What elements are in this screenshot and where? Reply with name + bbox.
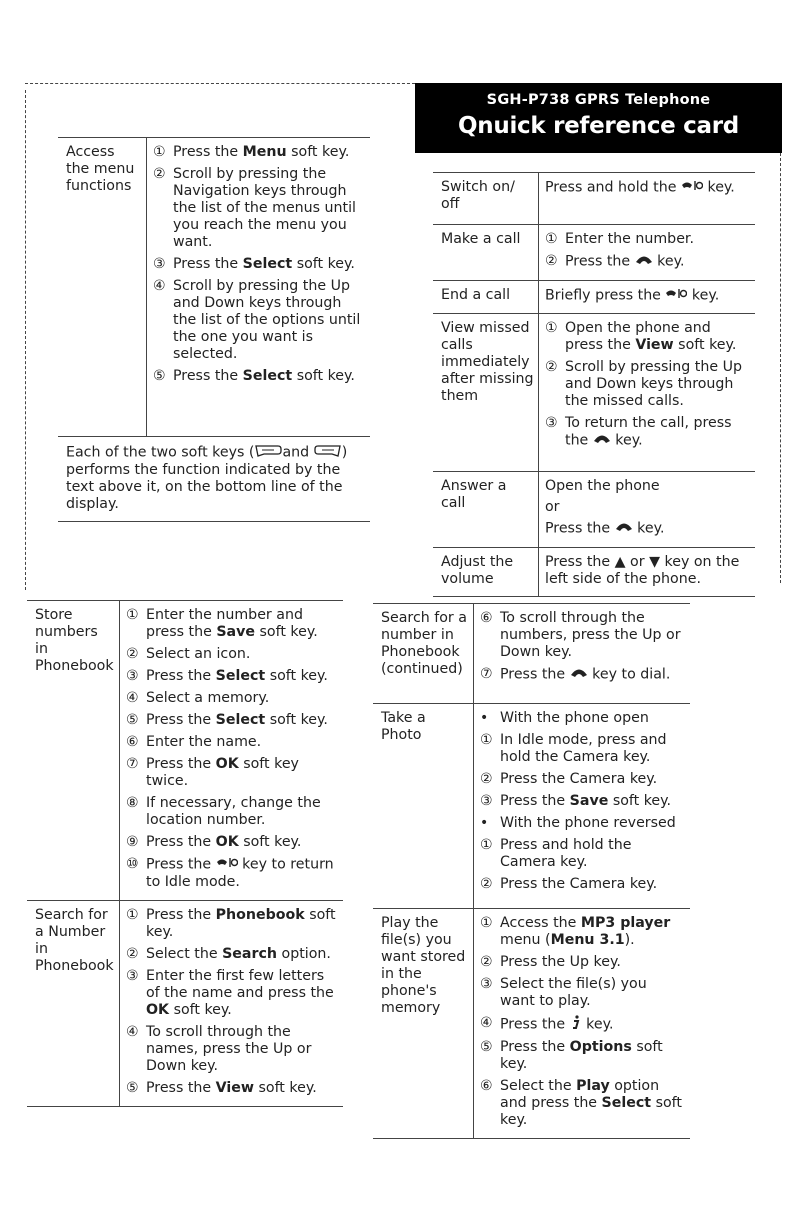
basic-functions-table	[433, 172, 755, 597]
step-number: ④	[126, 1023, 139, 1040]
step-item	[153, 144, 366, 161]
table-row	[27, 601, 343, 901]
step-item	[480, 771, 686, 788]
step-text: soft key.	[265, 712, 328, 728]
step-item	[126, 946, 339, 963]
step-text: Open the phone and press the	[565, 319, 711, 353]
step-text: Scroll by pressing the Up and Down keys through the missed calls.	[565, 358, 742, 409]
line-text: key.	[632, 520, 665, 536]
step-item	[480, 732, 686, 766]
step-text: OK	[146, 1001, 170, 1018]
step-text: Press and hold the	[545, 179, 681, 196]
card-title: Qnuick reference card	[458, 113, 739, 139]
step-text: Press the Camera key.	[500, 771, 658, 787]
step-item	[153, 166, 366, 251]
row-label: Adjust the volume	[433, 547, 539, 596]
step-item	[545, 320, 751, 354]
content-line	[545, 499, 751, 516]
title-banner	[415, 83, 782, 153]
step-item	[153, 256, 366, 273]
step-text: soft key.	[286, 144, 350, 160]
camera-mp3-table	[373, 603, 690, 1139]
step-list	[480, 610, 686, 684]
note-text-a: Each of the two soft keys (	[66, 444, 255, 461]
row-content	[474, 704, 691, 909]
step-text: Briefly press the	[545, 287, 666, 303]
step-text: OK	[215, 834, 239, 850]
step-text: Access the	[500, 915, 581, 931]
row-content	[474, 909, 691, 1139]
step-number: ③	[153, 256, 166, 272]
content-line	[545, 520, 751, 538]
step-text: Select	[215, 668, 266, 684]
end-power-key-icon	[665, 287, 687, 304]
step-text: Select	[242, 256, 293, 272]
step-text: Press the	[146, 1079, 216, 1096]
step-text: soft key.	[292, 256, 355, 272]
row-label: End a call	[433, 280, 539, 313]
step-text: soft key.	[146, 906, 336, 940]
table-row	[373, 704, 690, 909]
row-content	[539, 471, 756, 547]
step-item	[126, 712, 339, 729]
step-text: Press the	[146, 756, 216, 772]
step-number: ⑥	[126, 734, 139, 750]
step-text: Select	[601, 1095, 652, 1111]
step-item	[480, 876, 686, 893]
step-number: ③	[126, 668, 139, 684]
step-text: soft key.	[265, 668, 328, 684]
step-text: soft key.	[253, 1079, 317, 1096]
row-label: Answer a call	[433, 471, 539, 547]
step-text: soft key.	[673, 336, 737, 353]
left-soft-key-icon	[254, 443, 282, 462]
step-list	[545, 231, 751, 271]
step-text: View	[635, 336, 674, 353]
step-item	[480, 976, 686, 1010]
step-text: key.	[652, 253, 685, 270]
note-text-c: ) performs the function indicated by the text above it, on the bottom line of the display.	[66, 444, 348, 512]
step-number: ⑥	[480, 610, 493, 626]
send-key-icon	[570, 666, 588, 683]
step-text: Press the	[500, 1039, 570, 1055]
line-text: or	[545, 498, 560, 515]
step-text: Press the	[500, 1016, 570, 1033]
info-key-icon	[570, 1015, 582, 1034]
step-number: ②	[480, 771, 493, 787]
step-text: To scroll through the numbers, press the Up or Down key.	[500, 610, 681, 660]
step-text: ).	[624, 932, 635, 948]
step-list	[545, 320, 751, 450]
step-text: soft key.	[169, 1001, 232, 1018]
step-text: OK	[215, 756, 239, 772]
step-number: •	[480, 710, 489, 726]
table-row	[433, 225, 755, 281]
step-text: key.	[581, 1016, 614, 1033]
step-item	[480, 954, 686, 971]
table-row	[373, 909, 690, 1139]
step-item	[126, 668, 339, 685]
step-text: In Idle mode, press and hold the Camera key.	[500, 732, 667, 765]
step-item	[126, 834, 339, 851]
step-text: To return the call, press the	[565, 414, 732, 448]
step-item	[126, 1080, 339, 1097]
cut-line-right	[780, 153, 781, 583]
step-text: key.	[610, 432, 643, 448]
step-text: menu (	[500, 932, 551, 948]
step-text: soft key.	[255, 624, 318, 640]
step-number: ①	[480, 837, 493, 853]
step-text: Enter the name.	[146, 734, 262, 750]
step-text: Enter the number and press the	[146, 607, 303, 640]
step-text: Press the	[173, 144, 243, 160]
row-content	[120, 601, 344, 901]
line-text: Press the	[545, 520, 615, 536]
step-number: ⑦	[480, 666, 493, 682]
row-content	[539, 225, 756, 281]
row-label: Make a call	[433, 225, 539, 281]
step-text: soft key.	[608, 793, 672, 809]
step-item	[126, 646, 339, 663]
content-line	[545, 478, 751, 495]
step-list	[126, 607, 339, 891]
step-text: Save	[216, 624, 256, 640]
step-text: Select the	[146, 945, 223, 962]
step-text: Play	[576, 1078, 610, 1094]
send-key-icon	[635, 253, 653, 270]
step-text: Press the	[146, 834, 216, 850]
step-item	[126, 856, 339, 891]
step-text: Search	[222, 945, 277, 962]
table-row	[433, 471, 755, 547]
step-text: key to return to Idle mode.	[146, 856, 334, 890]
step-number: ①	[545, 319, 558, 336]
step-text: Press the Up key.	[500, 954, 621, 970]
step-text: Press the	[146, 856, 216, 873]
step-number: ⑧	[126, 795, 139, 811]
step-item	[153, 368, 366, 385]
menu-access-table	[58, 137, 370, 437]
step-text: Menu	[242, 144, 287, 160]
step-text: Press the	[500, 666, 570, 683]
step-number: •	[480, 815, 489, 831]
step-text: option and press the	[500, 1078, 660, 1111]
table-row	[27, 900, 343, 1106]
step-number: ③	[126, 967, 139, 984]
cut-line-top	[25, 83, 415, 84]
step-item	[480, 710, 686, 727]
send-key-icon	[593, 432, 611, 449]
step-text: Press the	[146, 668, 216, 684]
row-content	[120, 900, 344, 1106]
step-item	[545, 253, 751, 271]
row-label: Take a Photo	[373, 704, 474, 909]
step-text: Select a memory.	[146, 690, 270, 706]
step-text: Press the Camera key.	[500, 876, 658, 892]
step-item	[480, 1039, 686, 1073]
step-text: option.	[277, 945, 331, 962]
row-label: Switch on/ off	[433, 173, 539, 225]
line-text: Open the phone	[545, 477, 660, 494]
step-text: Select the file(s) you want to play.	[500, 976, 647, 1009]
step-text: Select	[242, 368, 293, 384]
step-text: soft key.	[292, 368, 355, 384]
row-label: Store numbers in Phonebook	[27, 601, 120, 901]
step-item	[126, 968, 339, 1019]
step-number: ④	[153, 278, 166, 294]
step-text: Options	[569, 1039, 632, 1055]
step-text: key.	[702, 179, 735, 196]
step-text: To scroll through the names, press the Up or Down key.	[146, 1023, 312, 1074]
step-number: ⑤	[153, 368, 166, 384]
step-number: ⑤	[480, 1039, 493, 1055]
step-text: MP3 player	[580, 915, 671, 931]
cut-line-left	[25, 90, 26, 590]
note-text-b: and	[282, 444, 310, 461]
step-text: Select an icon.	[146, 646, 251, 662]
step-text: soft key.	[238, 834, 302, 850]
step-text: Scroll by pressing the Navigation keys through the list of the menus until you reach the menu you want.	[173, 166, 356, 250]
step-number: ②	[480, 954, 493, 970]
step-item	[480, 666, 686, 684]
step-item	[153, 278, 366, 363]
end-power-key-icon	[216, 856, 238, 873]
step-list	[480, 915, 686, 1129]
step-number: ④	[480, 1015, 493, 1031]
step-number: ⑨	[126, 834, 139, 850]
step-text: Press and hold the Camera key.	[500, 837, 632, 870]
step-item	[480, 793, 686, 810]
step-item	[480, 915, 686, 949]
soft-key-note	[58, 436, 370, 522]
phonebook-table	[27, 600, 343, 1107]
step-number: ②	[126, 646, 139, 662]
step-number: ③	[480, 793, 493, 809]
row-label: View missed calls immediately after missing them	[433, 313, 539, 471]
step-text: Press the	[173, 368, 243, 384]
step-text: Scroll by pressing the Up and Down keys through the list of the options until the one you want is selected.	[173, 278, 361, 362]
content-line	[545, 554, 751, 588]
step-number: ①	[153, 144, 166, 160]
step-text: soft key.	[500, 1095, 682, 1128]
step-item	[126, 607, 339, 641]
step-text: Enter the first few letters of the name and press the	[146, 967, 334, 1001]
step-text: key.	[687, 287, 720, 303]
step-text: Select the	[500, 1078, 577, 1094]
step-text: soft key twice.	[146, 756, 299, 789]
step-number: ③	[480, 976, 493, 992]
table-row	[433, 280, 755, 313]
step-item	[126, 1024, 339, 1075]
row-label: Search for a number in Phonebook (continued)	[373, 604, 474, 704]
step-text: With the phone reversed	[500, 815, 676, 831]
step-text: Enter the number.	[565, 231, 694, 247]
row-content	[539, 313, 756, 471]
right-soft-key-icon	[314, 443, 342, 462]
menu-access-steps	[153, 144, 366, 385]
step-text: Press the	[500, 793, 570, 809]
row-label: Search for a Number in Phonebook	[27, 900, 120, 1106]
step-text: If necessary, change the location number.	[146, 795, 321, 828]
step-item	[545, 359, 751, 410]
step-item	[480, 1015, 686, 1034]
step-item	[545, 231, 751, 248]
step-item	[126, 690, 339, 707]
step-text: Select	[215, 712, 266, 728]
row-content	[539, 173, 756, 225]
step-number: ⑤	[126, 1079, 139, 1096]
table-row	[433, 173, 755, 225]
row-content	[539, 547, 756, 596]
step-number: ①	[126, 906, 139, 923]
step-number: ①	[545, 231, 558, 247]
step-number: ①	[126, 607, 139, 623]
step-number: ②	[126, 945, 139, 962]
step-text: Press the	[146, 906, 216, 923]
step-item	[126, 734, 339, 751]
step-text: Press the	[173, 256, 243, 272]
step-list	[480, 710, 686, 893]
model-subtitle: SGH-P738 GPRS Telephone	[486, 92, 711, 108]
step-number: ②	[545, 253, 558, 269]
end-power-key-icon	[681, 179, 703, 196]
step-number: ③	[545, 414, 558, 431]
step-number: ②	[545, 358, 558, 375]
step-number: ④	[126, 690, 139, 706]
step-number: ⑩	[126, 856, 139, 872]
menu-access-label: Access the menu functions	[58, 138, 147, 437]
step-item	[126, 756, 339, 790]
step-number: ⑤	[126, 712, 139, 728]
step-text: key to dial.	[587, 666, 671, 683]
row-content	[474, 604, 691, 704]
step-text: Menu 3.1	[550, 932, 625, 948]
table-row	[433, 547, 755, 596]
step-item	[480, 1078, 686, 1129]
row-label: Play the file(s) you want stored in the phone's memory	[373, 909, 474, 1139]
step-item	[126, 907, 339, 941]
step-number: ①	[480, 732, 493, 748]
step-text: View	[215, 1079, 254, 1096]
step-text: Phonebook	[215, 906, 305, 923]
step-number: ②	[153, 166, 166, 182]
step-item	[480, 815, 686, 832]
step-item	[126, 795, 339, 829]
step-number: ⑦	[126, 756, 139, 772]
step-item	[480, 610, 686, 661]
row-content	[539, 280, 756, 313]
step-text: Press the	[565, 253, 635, 270]
step-item	[480, 837, 686, 871]
table-row	[433, 313, 755, 471]
step-number: ①	[480, 915, 493, 931]
step-item	[545, 415, 751, 450]
step-text: Save	[569, 793, 609, 809]
step-text: soft key.	[500, 1039, 663, 1072]
send-key-icon	[615, 520, 633, 537]
table-row	[373, 604, 690, 704]
line-text: Press the ▲ or ▼ key on the left side of the phone.	[545, 553, 740, 587]
step-number: ②	[480, 876, 493, 892]
step-number: ⑥	[480, 1078, 493, 1094]
step-list	[126, 907, 339, 1097]
step-text: Press the	[146, 712, 216, 728]
step-text: With the phone open	[500, 710, 649, 726]
